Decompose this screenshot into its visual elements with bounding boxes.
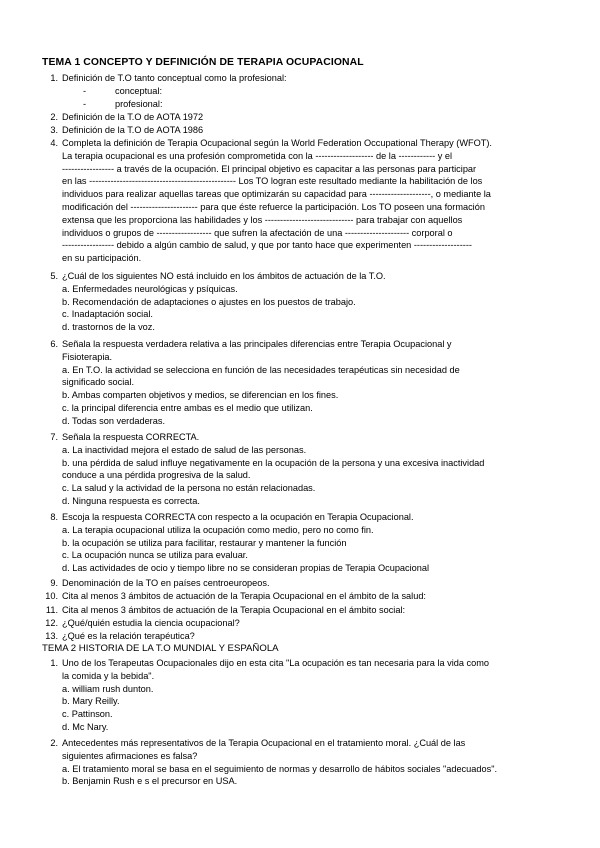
answer-option: b. una pérdida de salud influye negativamente en la ocupación de la persona y una excesiva inactividad [62,457,485,468]
answer-option: c. Inadaptación social. [62,309,153,320]
answer-option: d. Todas son verdaderas. [62,415,165,426]
question-number: 1. [50,73,58,83]
answer-option: d. trastornos de la voz. [62,322,155,333]
question-line: Antecedentes más representativos de la Terapia Ocupacional en el tratamiento moral. ¿Cuál de las [62,738,466,748]
sub-item-text: profesional: [115,99,163,109]
question-number: 9. [50,578,58,588]
answer-option: d. Mc Nary. [62,721,109,732]
question-number: 2. [50,738,58,748]
question-10 [45,590,562,603]
question-number: 6. [50,339,58,349]
question-line: ¿Cuál de los siguientes NO está incluido en los ámbitos de actuación de la T.O. [62,271,386,281]
question-line: modificación del ---------------------- para que éste refuerce la participación. Los TO poseen una formación [62,201,485,212]
question-line: extensa que les proporciona las habilidades y los ----------------------------- para trabajar con aquellos [62,214,463,225]
question-line: Señala la respuesta verdadera relativa a las principales diferencias entre Terapia Ocupacional y [62,339,452,349]
question-line: en su participación. [62,253,142,264]
question-number: 3. [50,125,58,135]
answer-option: a. En T.O. la actividad se selecciona en función de las necesidades terapéuticas sin necesidad de [62,364,460,375]
question-line: ----------------- a través de la ocupación. El principal objetivo es capacitar a las personas para participar [62,163,477,174]
question-number: 5. [50,271,58,281]
sub-item-text: conceptual: [115,86,162,96]
question-number: 10. [45,591,58,601]
question-text: Definición de la T.O de AOTA 1972 [62,112,204,122]
answer-option: b. la ocupación se utiliza para facilitar, restaurar y mantener la función [62,537,347,548]
answer-option: b. Ambas comparten objetivos y medios, se diferencian en los fines. [62,390,339,401]
answer-option: significado social. [62,377,135,388]
question-line: La terapia ocupacional es una profesión comprometida con la ------------------- de la ------------ y el [62,150,453,161]
answer-option: a. La inactividad mejora el estado de salud de las personas. [62,444,307,455]
answer-option: a. La terapia ocupacional utiliza la ocupación como medio, pero no como fin. [62,524,374,535]
question-line: individuos o grupos de ------------------ que sufren la afectación de una --------------------- corporal o [62,227,453,238]
answer-option: d. Ninguna respuesta es correcta. [62,495,200,506]
section-title-tema1: TEMA 1 CONCEPTO Y DEFINICIÓN DE TERAPIA OCUPACIONAL [42,57,364,68]
dash-bullet: - [83,99,87,109]
question-line: Señala la respuesta CORRECTA. [62,432,200,442]
question-5 [50,270,562,334]
answer-option: c. La salud y la actividad de la persona no están relacionadas. [62,483,316,494]
question-number: 2. [50,112,58,122]
question-9 [50,577,562,590]
question-text: ¿Qué es la relación terapéutica? [62,631,195,641]
answer-option: c. La ocupación nunca se utiliza para evaluar. [62,550,248,561]
question-6 [50,338,562,428]
answer-option: b. Benjamin Rush e s el precursor en USA. [62,776,238,787]
answer-option: b. Mary Reilly. [62,696,120,707]
question-text: Definición de T.O tanto conceptual como la profesional: [62,73,287,83]
question-line: Uno de los Terapeutas Ocupacionales dijo en esta cita "La ocupación es tan necesaria para la vida como [62,658,490,668]
section-title-tema2: TEMA 2 HISTORIA DE LA T.O MUNDIAL Y ESPAÑOLA [42,643,279,654]
answer-option: d. Las actividades de ocio y tiempo libre no se consideran propias de Terapia Ocupacional [62,563,430,574]
question-number: 8. [50,512,58,522]
dash-bullet: - [83,86,87,96]
question-text: Cita al menos 3 ámbitos de actuación de la Terapia Ocupacional en el ámbito de la salud: [62,591,426,601]
question-7 [50,431,562,508]
question-line: siguientes afirmaciones es falsa? [62,750,198,761]
question-12 [45,617,562,630]
question-number: 11. [45,605,58,615]
question-number: 1. [50,658,58,668]
answer-option: a. El tratamiento moral se basa en el seguimiento de normas y desarrollo de hábitos sociales "adecuados". [62,763,498,774]
answer-option: c. la principal diferencia entre ambas es el medio que utilizan. [62,402,313,413]
answer-option: conduce a una pérdida progresiva de la salud. [62,470,251,481]
question-line: Fisioterapia. [62,351,113,362]
tema2-question-2 [50,737,562,788]
question-text: ¿Qué/quién estudia la ciencia ocupacional? [62,618,240,628]
question-2 [50,111,562,124]
question-11 [45,604,562,617]
question-line: ----------------- debido a algún cambio de salud, y que por tanto hace que experimenten ------------------- [62,240,472,251]
question-text: Denominación de la TO en países centroeuropeos. [62,578,270,588]
question-3 [50,124,562,137]
question-text: Cita al menos 3 ámbitos de actuación de la Terapia Ocupacional en el ámbito social: [62,605,406,615]
answer-option: b. Recomendación de adaptaciones o ajustes en los puestos de trabajo. [62,296,356,307]
question-line: Completa la definición de Terapia Ocupacional según la World Federation Occupational Therapy (WFOT). [62,138,492,148]
question-number: 7. [50,432,58,442]
question-line: individuos para realizar aquellas tareas que optimizarán su capacidad para --------------------, o mediante la [62,189,491,200]
question-4 [50,137,562,265]
question-13 [45,630,562,643]
question-1 [50,72,562,85]
tema2-question-1 [50,657,562,734]
question-8 [50,511,562,575]
answer-option: a. william rush dunton. [62,683,154,694]
question-line: Escoja la respuesta CORRECTA con respecto a la ocupación en Terapia Ocupacional. [62,512,414,522]
question-line: en las ------------------------------------------------ Los TO logran este resultado mediante la habilitación de los [62,176,483,187]
answer-option: c. Pattinson. [62,709,113,720]
question-text: Definición de la T.O de AOTA 1986 [62,125,204,135]
question-number: 4. [50,138,58,148]
question-number: 13. [45,631,58,641]
answer-option: a. Enfermedades neurológicas y psíquicas. [62,283,238,294]
question-line: la comida y la bebida". [62,670,155,681]
question-number: 12. [45,618,58,628]
